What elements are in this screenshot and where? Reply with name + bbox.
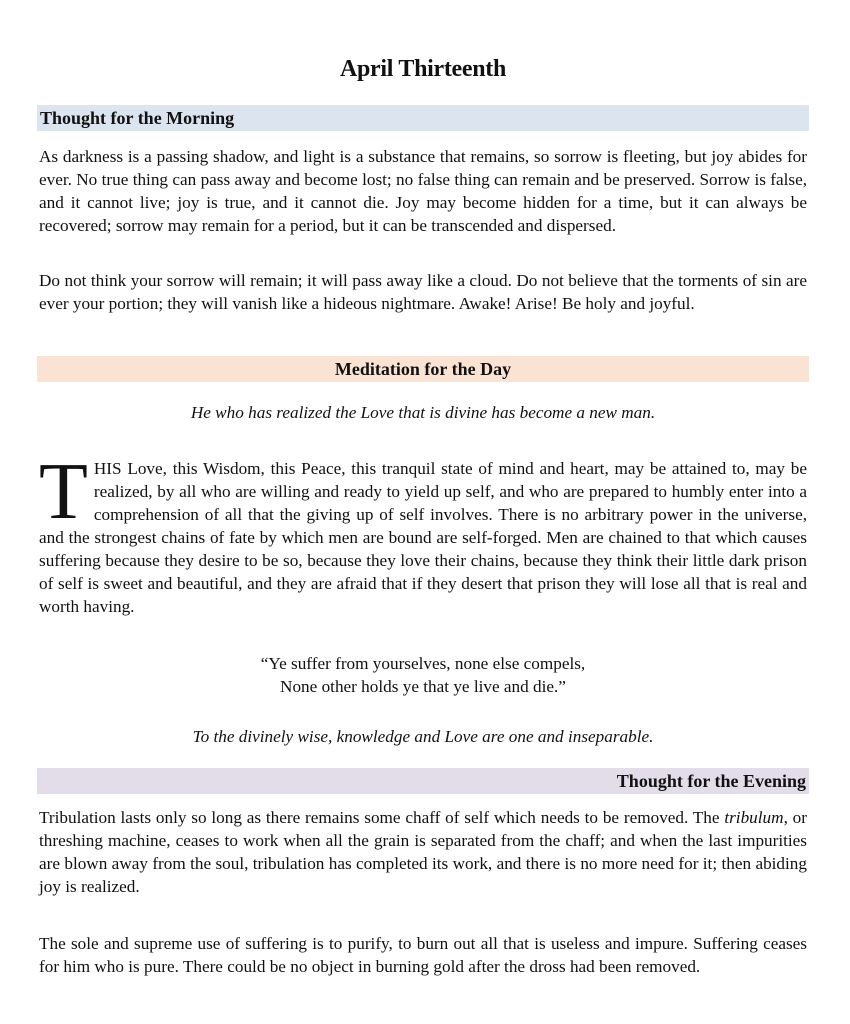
meditation-body xyxy=(39,448,807,618)
evening-p1-italic: tribulum xyxy=(724,808,784,827)
meditation-epigraph: He who has realized the Love that is divine has become a new man. xyxy=(190,403,656,422)
evening-paragraph-1 xyxy=(39,806,807,898)
evening-heading: Thought for the Evening xyxy=(37,768,809,794)
evening-p1-end: , or threshing machine, ceases to work when all the grain is separated from the chaff; and when the last impurities are blown away from the soul, tribulation has completed its work, and there is no more need for it; then abiding joy is realized. xyxy=(39,808,807,896)
evening-paragraph-2: The sole and supreme use of suffering is to purify, to burn out all that is useless and impure. Suffering ceases for him who is pure. There could be no object in burning gold after the dross had been removed. xyxy=(39,934,807,976)
meditation-body-text: HIS Love, this Wisdom, this Peace, this tranquil state of mind and heart, may be attained to, may be realized, by all who are willing and ready to yield up self, and who are prepared to humbly enter into a comprehension of all that the giving up of self involves. There is no arbitrary power in the universe, and the strongest chains of fate by which men are bound are self-forged. Men are chained to that which causes suffering because they desire to be so, because they love their chains, because they think their little dark prison of self is sweet and beautiful, and they are afraid that if they desert that prison they will lose all that is real and worth having. xyxy=(39,459,807,616)
verse-quote xyxy=(37,652,809,698)
morning-paragraph-1: As darkness is a passing shadow, and light is a substance that remains, so sorrow is fleeting, but joy abides for ever. No true thing can pass away and become lost; no false thing can remain and be preserved. Sorrow is false, and it cannot live; joy is true, and it cannot die. Joy may become hidden for a time, but it can always be recovered; sorrow may remain for a period, but it can be transcended and dispersed. xyxy=(39,147,807,235)
meditation-heading: Meditation for the Day xyxy=(37,356,809,382)
verse-line-2: None other holds ye that ye live and die.” xyxy=(280,677,566,696)
morning-paragraph-2: Do not think your sorrow will remain; it will pass away like a cloud. Do not believe that the torments of sin are ever your portion; they will vanish like a hideous nightmare. Awake! Arise! Be holy and joyful. xyxy=(39,271,807,313)
evening-p1-start: Tribulation lasts only so long as there remains some chaff of self which needs to be removed. The xyxy=(39,808,725,827)
morning-heading: Thought for the Morning xyxy=(37,105,809,131)
verse-line-1: “Ye suffer from yourselves, none else compels, xyxy=(260,654,586,673)
meditation-closing: To the divinely wise, knowledge and Love are one and inseparable. xyxy=(192,727,654,746)
page-title: April Thirteenth xyxy=(339,56,507,82)
drop-cap: T xyxy=(39,448,88,536)
